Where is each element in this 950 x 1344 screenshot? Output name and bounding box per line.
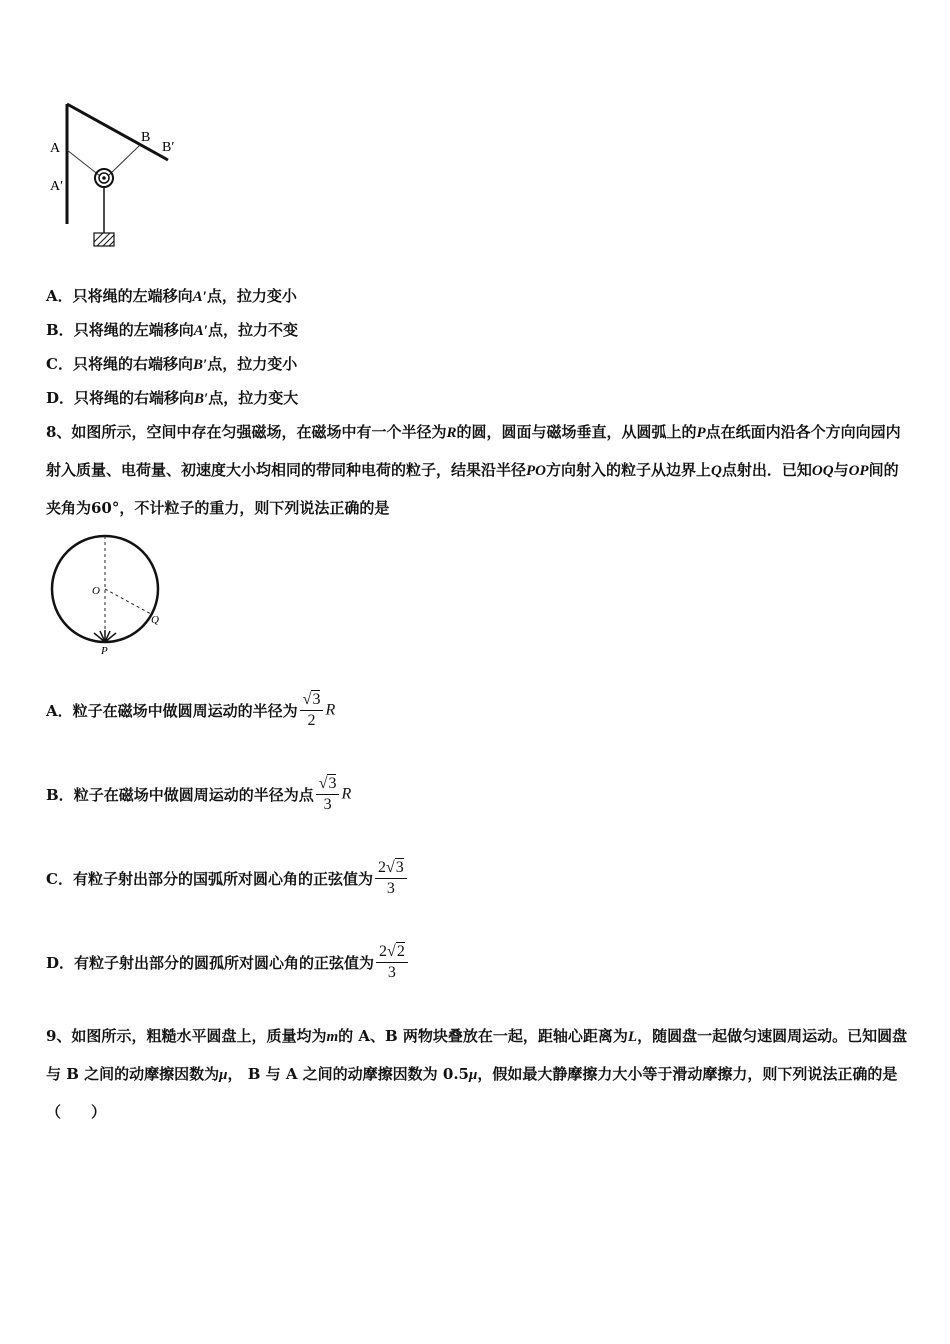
pulley-rope-figure: [40, 96, 190, 256]
fraction: $\frac{2√3}{3}$: [375, 858, 407, 899]
label-Q: Q: [151, 614, 159, 626]
label-P: P: [101, 645, 108, 657]
q8-option-b: B．粒子在磁场中做圆周运动的半径为点 $\frac{√3}{3}$ R: [46, 775, 352, 813]
circle-field-figure: [44, 530, 174, 660]
q8-stem: 8、如图所示，空间中存在匀强磁场，在磁场中有一个半径为R的圆，圆面与磁场垂直，从圆弧上的P点在纸面内沿各个方向向园内射入质量、电荷量、初速度大小均相同的带同种电荷的粒子，结果沿半径PO方向射入的粒子从边界上Q点射出．已知OQ与OP间的夹角为60°，不计粒子的重力，则下列说法正确的是: [46, 423, 901, 517]
q8-option-d: D．有粒子射出部分的圆孤所对圆心角的正弦值为 $\frac{2√2}{3}$: [46, 942, 410, 983]
q7-option-b: B．只将绳的左端移向A′点，拉力不变: [46, 321, 298, 339]
q8-option-a: A．粒子在磁场中做圆周运动的半径为 $\frac{√3}{2}$ R: [46, 691, 336, 729]
q7-option-c: C．只将绳的右端移向B′点，拉力变小: [46, 355, 298, 373]
label-B: B: [141, 130, 151, 145]
fraction: $\frac{√3}{2}$: [300, 690, 324, 731]
fraction: $\frac{√3}{3}$: [316, 774, 340, 815]
q7-option-d: D．只将绳的右端移向B′点，拉力变大: [46, 389, 299, 407]
fraction: $\frac{2√2}{3}$: [376, 942, 408, 983]
q7-option-a: A．只将绳的左端移向A′点，拉力变小: [46, 287, 297, 305]
label-A-prime: A′: [50, 179, 64, 194]
label-O: O: [92, 585, 100, 597]
q9-stem: 9、如图所示，粗糙水平圆盘上，质量均为m的 A、B 两物块叠放在一起，距轴心距离为L，随圆盘一起做匀速圆周运动。已知圆盘与 B 之间的动摩擦因数为μ， B 与 A 之间的动摩擦因数为 0.5μ，假如最大静摩擦力大小等于滑动摩擦力，则下列说法正确的是（ ）: [46, 1027, 908, 1121]
label-A: A: [50, 141, 61, 156]
q8-option-c: C．有粒子射出部分的国弧所对圆心角的正弦值为 $\frac{2√3}{3}$: [46, 858, 409, 899]
label-B-prime: B′: [162, 140, 175, 155]
